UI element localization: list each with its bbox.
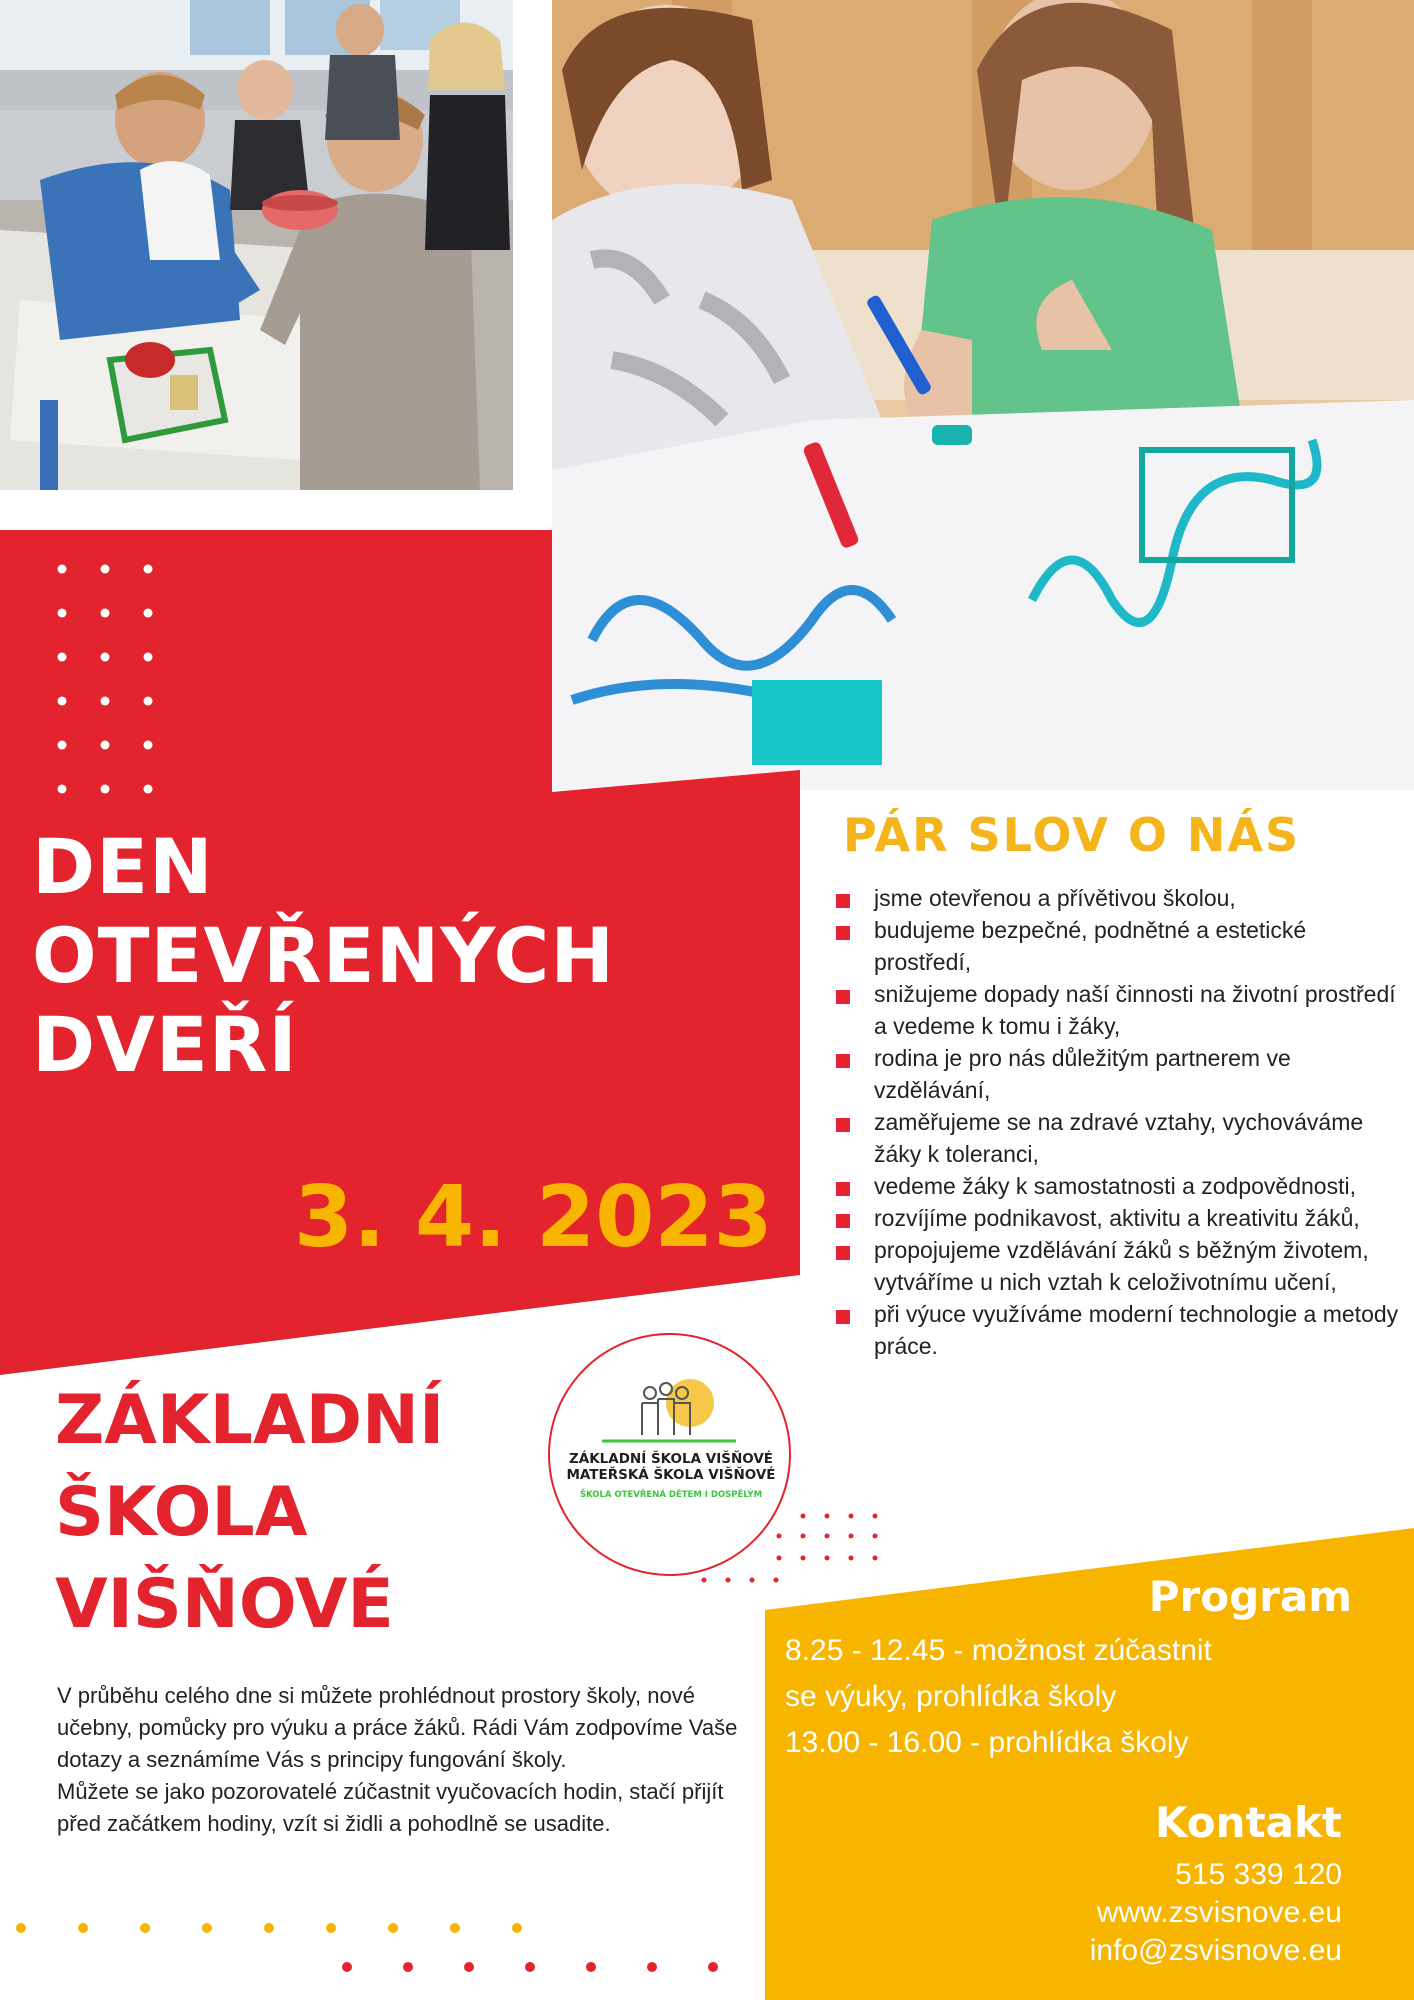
list-item-text: zaměřujeme se na zdravé vztahy, vychováváme žáky k toleranci, xyxy=(874,1109,1364,1167)
logo-line-1: ZÁKLADNÍ ŠKOLA VIŠŇOVÉ xyxy=(568,1451,774,1467)
square-bullet-icon xyxy=(836,1214,850,1228)
list-item xyxy=(836,914,1406,978)
contact-phone: 515 339 120 xyxy=(1175,1858,1342,1891)
square-bullet-icon xyxy=(836,1054,850,1068)
list-item-text: při výuce využíváme moderní technologie a metody práce. xyxy=(874,1301,1399,1359)
list-item-text: vedeme žáky k samostatnosti a zodpovědnosti, xyxy=(874,1173,1356,1199)
list-item xyxy=(836,978,1406,1042)
program-details xyxy=(785,1628,1365,1766)
school-name-line-3: VIŠŇOVÉ xyxy=(55,1565,394,1644)
school-name xyxy=(55,1375,535,1651)
square-bullet-icon xyxy=(836,1310,850,1324)
description xyxy=(57,1680,757,1840)
contact-web-link[interactable]: www.zsvisnove.eu xyxy=(1096,1896,1342,1929)
photo-girls-drawing xyxy=(552,0,1414,790)
list-item-text: snižujeme dopady naší činnosti na životní prostředí a vedeme k tomu i žáky, xyxy=(874,981,1396,1039)
list-item-text: propojujeme vzdělávání žáků s běžným životem, vytváříme u nich vztah k celoživotnímu učení, xyxy=(874,1237,1369,1295)
list-item-text: rozvíjíme podnikavost, aktivitu a kreativitu žáků, xyxy=(874,1205,1360,1231)
contact-email-link[interactable]: info@zsvisnove.eu xyxy=(1089,1934,1342,1967)
decorative-dot-row-yellow xyxy=(14,1921,524,1935)
square-bullet-icon xyxy=(836,1246,850,1260)
list-item-text: rodina je pro nás důležitým partnerem ve vzdělávání, xyxy=(874,1045,1291,1103)
program-title: Program xyxy=(1148,1572,1352,1621)
contact-details xyxy=(960,1856,1342,1970)
list-item-text: jsme otevřenou a přívětivou školou, xyxy=(874,885,1236,911)
program-line-2: se výuky, prohlídka školy xyxy=(785,1680,1117,1713)
list-item xyxy=(836,1106,1406,1170)
about-list xyxy=(836,882,1406,1362)
list-item xyxy=(836,1202,1406,1234)
program-line-3: 13.00 - 16.00 - prohlídka školy xyxy=(785,1726,1189,1759)
description-paragraph-2: Můžete se jako pozorovatelé zúčastnit vyučovacích hodin, stačí přijít před začátkem hodiny, vzít si židli a pohodlně se usadite. xyxy=(57,1779,724,1836)
square-bullet-icon xyxy=(836,990,850,1004)
event-date: 3. 4. 2023 xyxy=(294,1168,773,1267)
event-title-line-1: DEN xyxy=(32,822,214,911)
event-title-line-3: DVEŘÍ xyxy=(32,1000,298,1089)
school-name-line-1: ZÁKLADNÍ xyxy=(55,1381,445,1460)
list-item xyxy=(836,1234,1406,1298)
square-bullet-icon xyxy=(836,894,850,908)
logo-tagline: ŠKOLA OTEVŘENÁ DĚTEM I DOSPĚLÝM xyxy=(579,1490,763,1500)
square-bullet-icon xyxy=(836,1182,850,1196)
logo-line-2: MATEŘSKÁ ŠKOLA VIŠŇOVÉ xyxy=(566,1467,776,1483)
school-name-line-2: ŠKOLA xyxy=(55,1473,308,1552)
contact-title: Kontakt xyxy=(1155,1798,1342,1847)
decorative-dot-grid xyxy=(55,563,155,803)
description-paragraph-1: V průběhu celého dne si můžete prohlédnout prostory školy, nové učebny, pomůcky pro výuku a práce žáků. Rádi Vám zodpovíme Vaše dotazy a seznámíme Vás s principy fungování školy. xyxy=(57,1683,738,1772)
event-title-line-2: OTEVŘENÝCH xyxy=(32,911,615,1000)
about-heading: PÁR SLOV O NÁS xyxy=(843,808,1301,862)
list-item xyxy=(836,1170,1406,1202)
square-bullet-icon xyxy=(836,926,850,940)
list-item xyxy=(836,1042,1406,1106)
event-title xyxy=(32,822,792,1089)
program-line-1: 8.25 - 12.45 - možnost zúčastnit xyxy=(785,1634,1212,1667)
square-bullet-icon xyxy=(836,1118,850,1132)
photo-children-cooking xyxy=(0,0,513,490)
list-item xyxy=(836,1298,1406,1362)
list-item-text: budujeme bezpečné, podnětné a estetické prostředí, xyxy=(874,917,1307,975)
decorative-dot-cluster xyxy=(700,1512,880,1586)
list-item xyxy=(836,882,1406,914)
